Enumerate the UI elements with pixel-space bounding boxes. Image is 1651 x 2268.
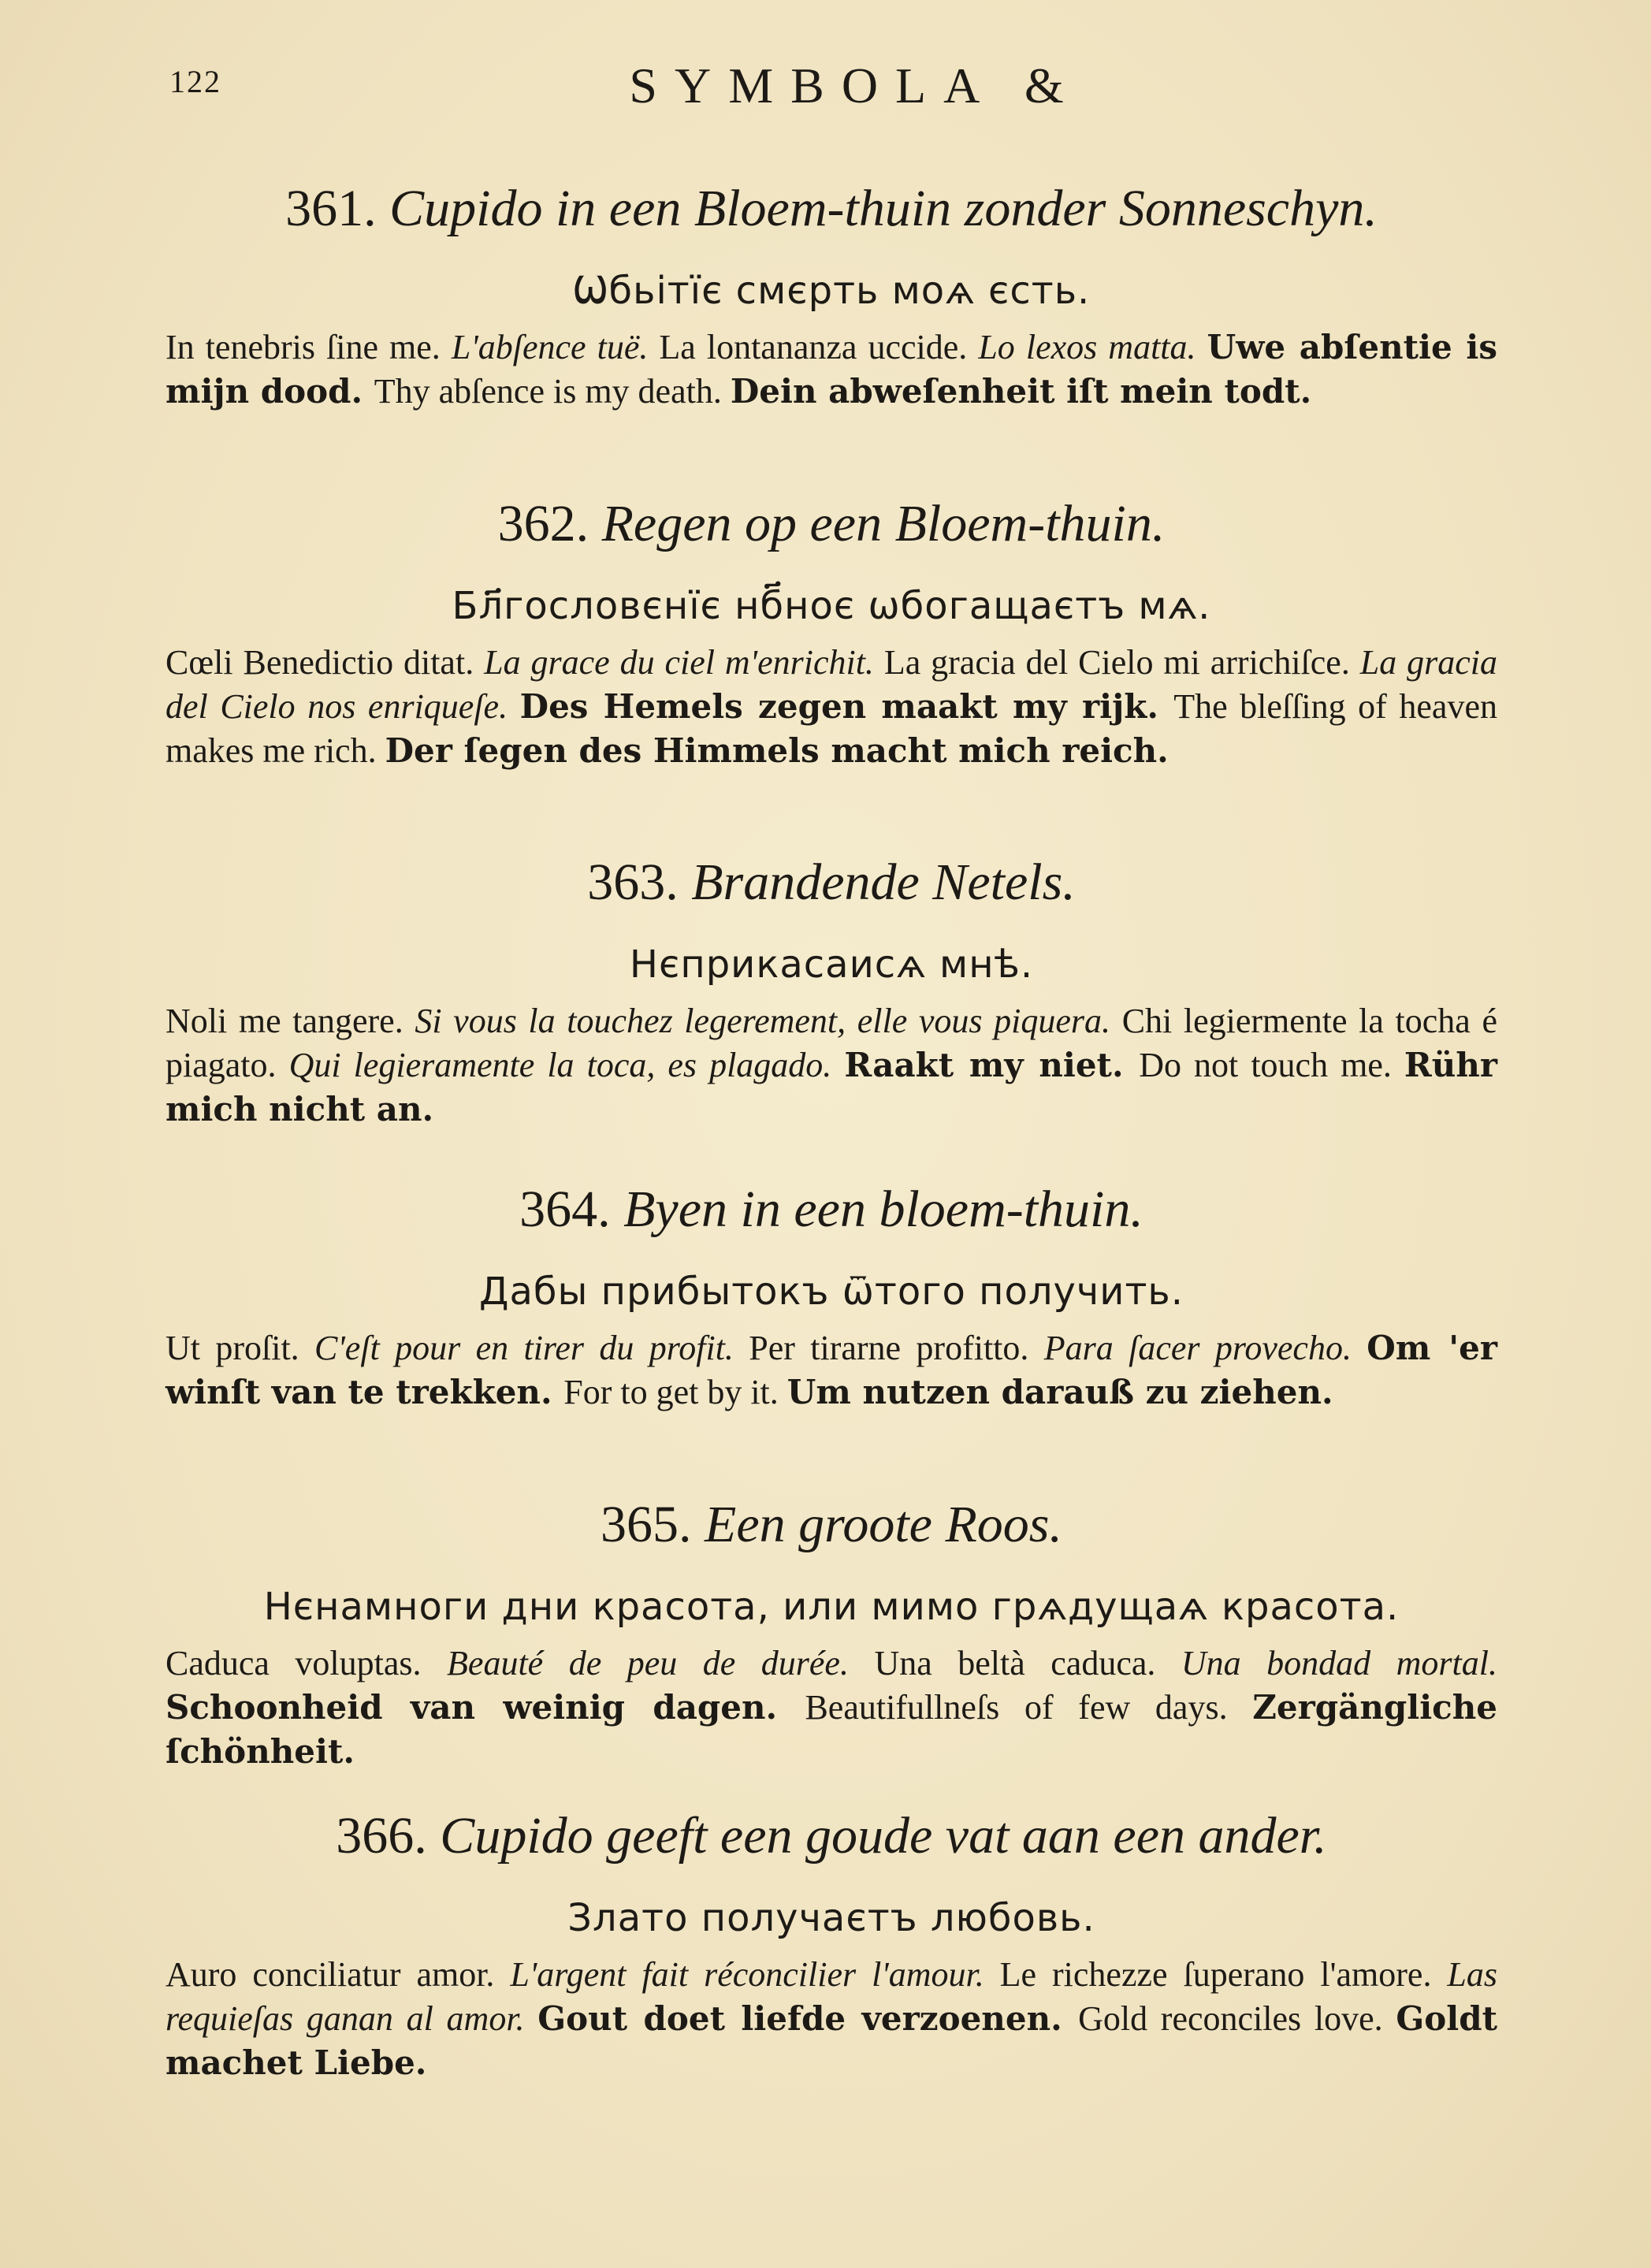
slavonic-motto: Бл҃гословєнїє нб҃ноє ѡбогащаєтъ мѧ. (452, 584, 1211, 628)
entry-361 (165, 177, 1497, 414)
translation-segment: Goldt machet Liebe. (165, 1999, 1497, 2082)
translation-segment: La lontananza uccide. (659, 328, 979, 366)
translation-segment: Le richezze ſuperano l'amore. (999, 1955, 1448, 1994)
translation-segment: Rühr mich nicht an. (165, 1046, 1498, 1128)
entry-heading: Brandende Netels. (691, 853, 1076, 911)
entry-title (165, 177, 1497, 240)
translations (165, 325, 1497, 414)
translation-segment: Des Hemels zegen maakt my rijk. (519, 687, 1174, 726)
translation-segment: Beauté de peu de durée. (447, 1644, 875, 1682)
translation-segment: Auro conciliatur amor. (165, 1955, 511, 1994)
slavonic-motto: Дабы прибытокъ ѿтого получить. (479, 1270, 1184, 1314)
translation-segment: Do not touch me. (1139, 1046, 1404, 1084)
entry-364 (165, 1178, 1497, 1415)
entry-title (165, 851, 1497, 914)
entry-title (165, 1493, 1497, 1556)
translation-segment: Per tirarne profitto. (749, 1329, 1044, 1367)
translations (165, 999, 1497, 1132)
page-number: 122 (169, 64, 221, 99)
running-title: SYMBOLA & (629, 58, 1081, 113)
entry-362 (165, 493, 1497, 773)
entry-366 (165, 1805, 1497, 2085)
translation-segment: Schoonheid van weinig dagen. (165, 1688, 805, 1727)
translations (165, 1642, 1497, 1774)
entry-heading: Byen in een bloem-thuin. (623, 1180, 1143, 1238)
translation-segment: Cœli Benedictio ditat. (165, 643, 485, 682)
entry-number: 365. (601, 1496, 692, 1553)
translation-segment: Qui legieramente la toca, es plagado. (288, 1046, 845, 1084)
entry-number: 366. (336, 1807, 427, 1865)
translation-segment: Gold reconciles love. (1078, 1999, 1396, 2038)
slavonic-motto: Нєприкасаисѧ мнѣ. (629, 943, 1034, 987)
translation-segment: Caduca voluptas. (165, 1644, 448, 1682)
entry-number: 364. (519, 1180, 611, 1238)
translations (165, 1953, 1497, 2085)
translation-segment: Ut proſit. (165, 1329, 315, 1367)
translation-segment: Thy abſence is my death. (374, 372, 731, 411)
translations (165, 641, 1497, 773)
translation-segment: Las requieſas ganan al amor. (165, 1955, 1498, 2038)
translation-segment: Lo lexos matta. (978, 328, 1207, 366)
entry-number: 362. (497, 495, 589, 552)
translation-segment: Si vous la touchez legerement, elle vous piquera. (415, 1002, 1122, 1040)
translation-segment: Om 'er winſt van te trekken. (165, 1329, 1498, 1411)
translations (165, 1326, 1497, 1415)
translation-segment: Para ſacer provecho. (1043, 1329, 1367, 1367)
translation-segment: The bleſſing of heaven makes me rich. (165, 687, 1497, 770)
entry-heading: Cupido in een Bloem-thuin zonder Sonneschyn. (389, 180, 1378, 237)
entry-heading: Cupido geeft een goude vat aan een ander. (440, 1807, 1327, 1865)
translation-segment: Uwe abſentie is mijn dood. (165, 328, 1497, 411)
translation-segment: For to get by it. (563, 1373, 787, 1411)
slavonic-motto: Ѡбьітїє смєрть моѧ єсть. (572, 269, 1091, 313)
entry-number: 363. (587, 853, 679, 911)
translation-segment: Beautifullneſs of few days. (805, 1688, 1253, 1727)
entry-365 (165, 1493, 1497, 1774)
translation-segment: Dein abweſenheit iſt mein todt. (730, 372, 1312, 411)
translation-segment: Noli me tangere. (165, 1002, 415, 1040)
translation-segment: Zergängliche ſchönheit. (165, 1688, 1497, 1771)
translation-segment: La gracia del Cielo nos enriqueſe. (165, 643, 1498, 726)
translation-segment: Gout doet liefde verzoenen. (537, 1999, 1079, 2038)
entry-heading: Een groote Roos. (705, 1496, 1062, 1553)
translation-segment: L'argent fait réconcilier l'amour. (510, 1955, 1000, 1994)
translation-segment: Um nutzen darauß zu ziehen. (786, 1373, 1333, 1411)
translation-segment: Una beltà caduca. (874, 1644, 1181, 1682)
translation-segment: La grace du ciel m'enrichit. (484, 643, 884, 682)
slavonic-motto: Нєнамноги дни красота, или мимо грѧдущаѧ красота. (263, 1585, 1400, 1629)
entry-number: 361. (285, 180, 377, 237)
translation-segment: Chi legiermente la tocha é piagato. (165, 1002, 1497, 1084)
slavonic-motto: Злато получаєтъ любовь. (567, 1896, 1095, 1940)
entry-heading: Regen op een Bloem-thuin. (601, 495, 1166, 552)
translation-segment: La gracia del Cielo mi arrichiſce. (883, 643, 1360, 682)
translation-segment: L'abſence tuë. (451, 328, 660, 366)
entry-title (165, 493, 1497, 556)
entry-title (165, 1805, 1497, 1868)
page-header (169, 57, 1509, 128)
translation-segment: C'eſt pour en tirer du profit. (314, 1329, 749, 1367)
translation-segment: Una bondad mortal. (1181, 1644, 1497, 1682)
translation-segment: In tenebris ſine me. (165, 328, 452, 366)
entry-title (165, 1178, 1497, 1241)
translation-segment: Raakt my niet. (844, 1046, 1140, 1084)
entry-363 (165, 851, 1497, 1132)
translation-segment: Der ſegen des Himmels macht mich reich. (385, 731, 1169, 770)
